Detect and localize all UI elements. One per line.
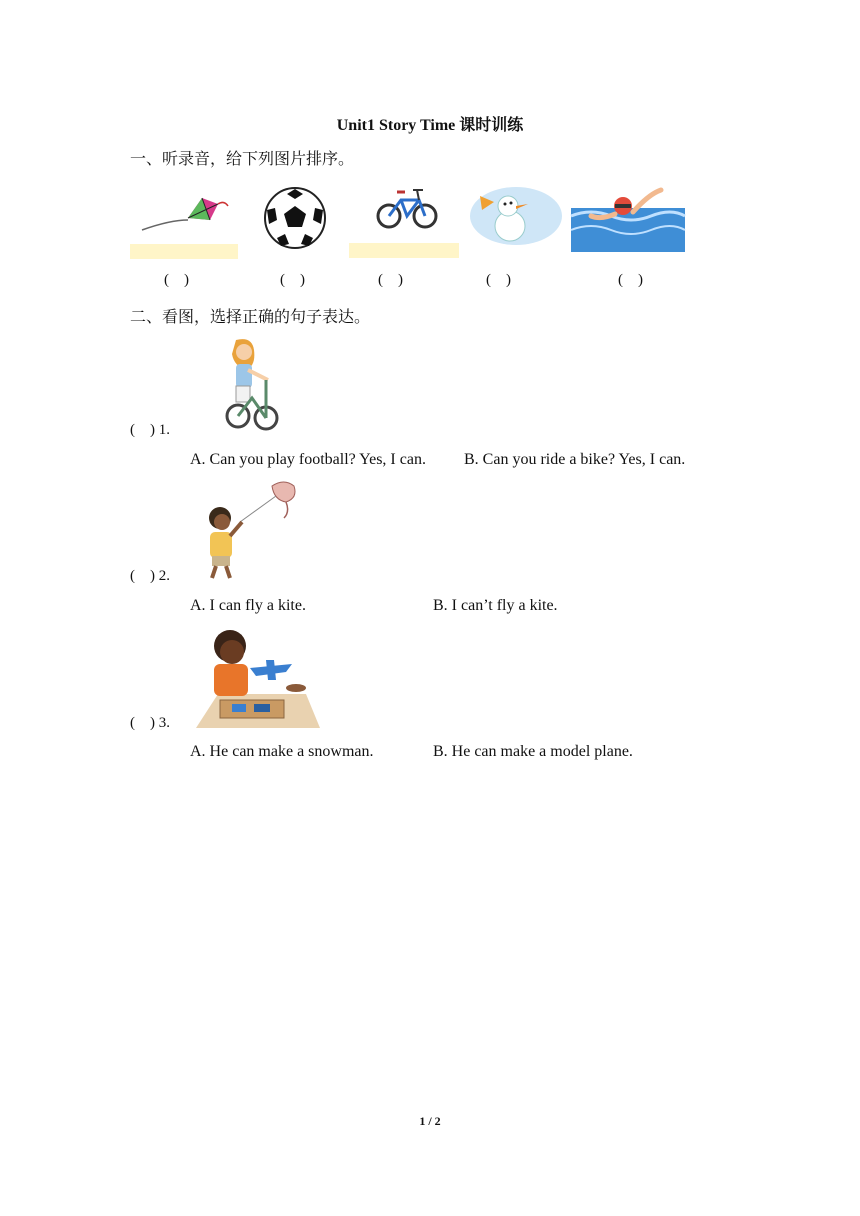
option-a[interactable]: A. He can make a snowman.	[190, 743, 374, 760]
section-2-heading: 二、看图，选择正确的句子表达。	[130, 309, 371, 326]
bicycle-icon	[375, 182, 439, 232]
question-label[interactable]: ( ) 3.	[130, 715, 170, 731]
question-label[interactable]: ( ) 1.	[130, 422, 170, 438]
question-label[interactable]: ( ) 2.	[130, 568, 170, 584]
answer-blank[interactable]: ( )	[618, 272, 643, 288]
section-1-heading: 一、听录音，给下列图片排序。	[130, 151, 355, 168]
answer-blank[interactable]: ( )	[378, 272, 403, 288]
football-icon	[263, 186, 327, 250]
swimmer-icon	[571, 186, 685, 252]
option-a[interactable]: A. Can you play football? Yes, I can.	[190, 451, 426, 468]
option-b[interactable]: B. He can make a model plane.	[433, 743, 633, 760]
snowman-icon	[470, 186, 562, 246]
answer-blank[interactable]: ( )	[164, 272, 189, 288]
option-b[interactable]: B. Can you ride a bike? Yes, I can.	[464, 451, 686, 468]
answer-bar	[130, 244, 238, 259]
boy-making-model-plane-icon	[196, 624, 320, 728]
kite-icon	[140, 190, 230, 238]
girl-riding-bike-icon	[218, 336, 282, 432]
page-number: 1 / 2	[419, 1114, 441, 1128]
option-a[interactable]: A. I can fly a kite.	[190, 597, 306, 614]
answer-blank[interactable]: ( )	[280, 272, 305, 288]
boy-flying-kite-icon	[200, 478, 306, 582]
page-title: Unit1 Story Time 课时训练	[336, 117, 524, 134]
option-b[interactable]: B. I can’t fly a kite.	[433, 597, 558, 614]
answer-bar	[349, 243, 459, 258]
answer-blank[interactable]: ( )	[486, 272, 511, 288]
